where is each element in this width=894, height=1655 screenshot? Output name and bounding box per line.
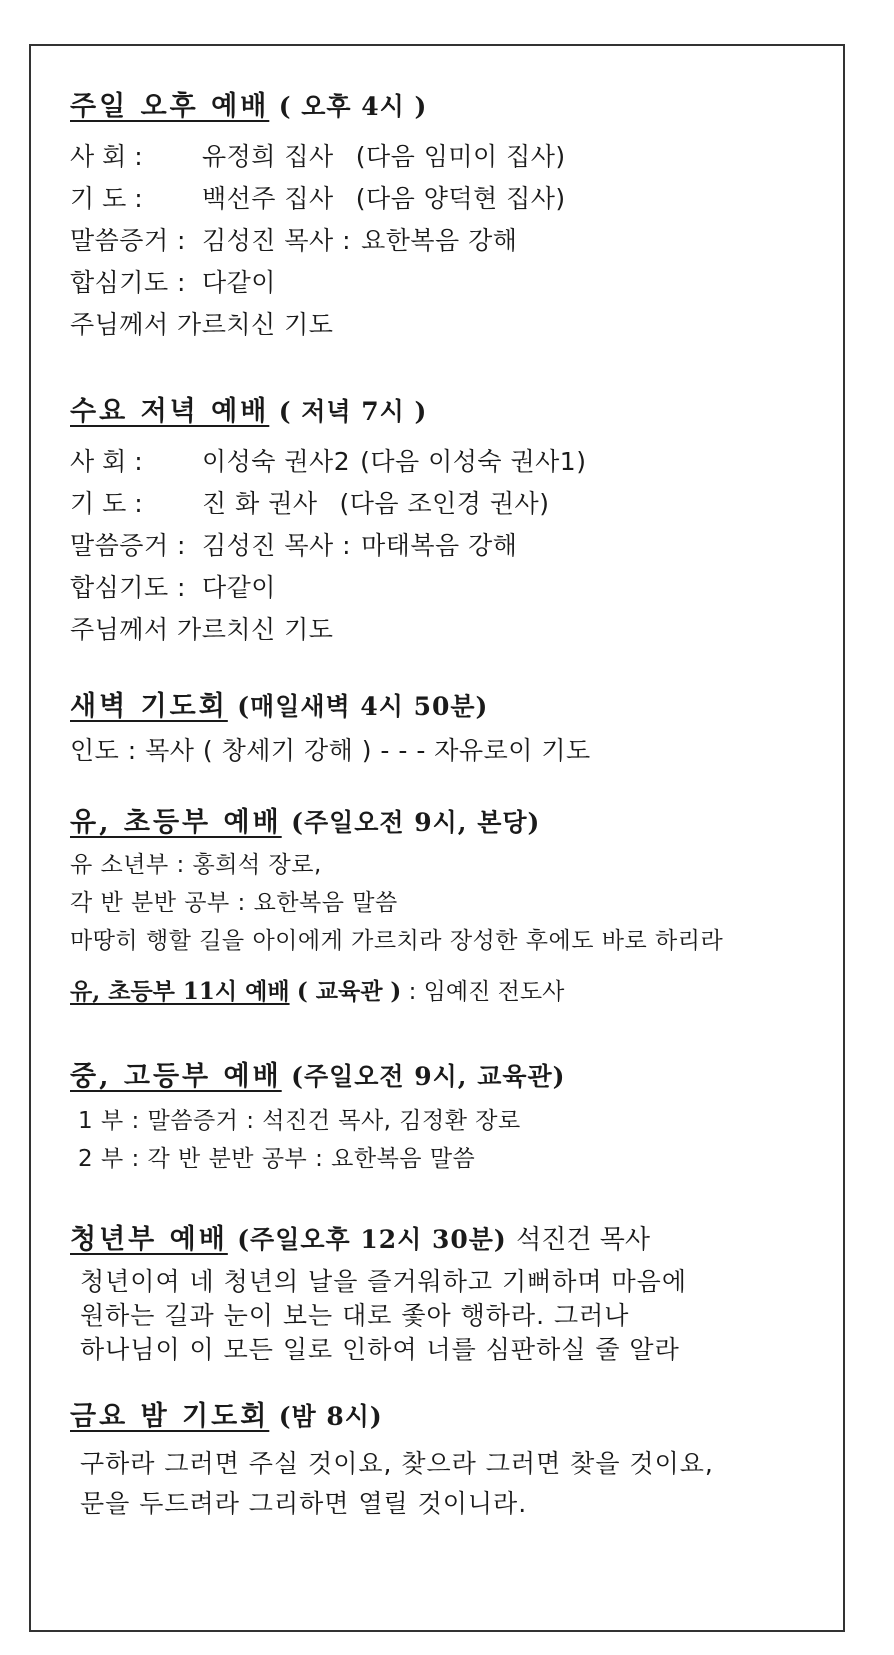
elementary-section	[70, 806, 854, 1012]
elementary-line: 각 반 분반 공부 : 요한복음 말씀	[70, 890, 398, 916]
next-person: (다음 조인경 권사)	[339, 489, 550, 518]
youth-verse-line: 청년이여 네 청년의 날을 즐거워하고 기뻐하며 마음에	[80, 1267, 687, 1296]
service-line	[70, 567, 854, 609]
section-heading	[70, 395, 854, 429]
section-title: 청년부 예배	[70, 1224, 228, 1255]
service-line	[70, 262, 854, 304]
section-title: 중, 고등부 예배	[70, 1061, 282, 1092]
role-label: 말씀증거 :	[70, 226, 186, 255]
closing-prayer: 주님께서 가르치신 기도	[70, 615, 334, 644]
person-name: 김성진 목사 :	[202, 531, 352, 560]
service-line	[70, 441, 854, 483]
role-label: 기 도 :	[70, 184, 143, 213]
youth-leader: 석진건 목사	[516, 1225, 651, 1255]
elementary-11am-heading	[70, 972, 854, 1012]
section-title: 금요 밤 기도회	[70, 1401, 270, 1432]
section-time: (주일오후 12시 30분)	[237, 1225, 507, 1254]
section-time: (매일새벽 4시 50분)	[237, 692, 489, 721]
section-time: (주일오전 9시, 교육관)	[291, 1062, 566, 1091]
section-heading	[70, 806, 854, 840]
service-line	[70, 483, 854, 525]
middle-high-section	[70, 1060, 854, 1178]
youth-verse-line: 하나님이 이 모든 일로 인하여 너를 심판하실 줄 알라	[80, 1335, 680, 1364]
person-name: 다같이	[202, 268, 276, 297]
person-name: 다같이	[202, 573, 276, 602]
person-name: 유정희 집사	[202, 142, 334, 171]
section-heading	[70, 690, 854, 724]
section-title: 새벽 기도회	[70, 691, 228, 722]
person-name: 진 화 권사	[202, 489, 318, 518]
section-time: ( 오후 4시 )	[278, 92, 428, 121]
section-time: ( 저녁 7시 )	[278, 397, 428, 426]
dawn-prayer-section	[70, 690, 854, 772]
role-label: 기 도 :	[70, 489, 143, 518]
person-name: 김성진 목사 :	[202, 226, 352, 255]
section-title: 주일 오후 예배	[70, 91, 270, 122]
section-title: 수요 저녁 예배	[70, 396, 270, 427]
youth-section	[70, 1223, 854, 1367]
friday-verse-line: 구하라 그러면 주실 것이요, 찾으라 그러면 찾을 것이요,	[80, 1449, 714, 1478]
elementary-line: 유 소년부 : 홍희석 장로,	[70, 852, 322, 878]
sub-leader: : 임예진 전도사	[408, 979, 565, 1005]
sub-title: 유, 초등부 11시 예배	[70, 978, 290, 1005]
elementary-verse: 마땅히 행할 길을 아이에게 가르치라 장성한 후에도 바로 하리라	[70, 928, 724, 954]
role-label: 사 회 :	[70, 142, 143, 171]
session-line: 1 부 : 말씀증거 : 석진건 목사, 김정환 장로	[78, 1108, 521, 1134]
service-line	[70, 136, 854, 178]
sunday-afternoon-section	[70, 90, 854, 346]
section-heading	[70, 1223, 854, 1257]
section-time: (밤 8시)	[278, 1402, 383, 1431]
closing-prayer: 주님께서 가르치신 기도	[70, 310, 334, 339]
section-time: (주일오전 9시, 본당)	[291, 808, 541, 837]
dawn-leader-line: 인도 : 목사 ( 창세기 강해 ) - - - 자유로이 기도	[70, 736, 591, 765]
person-name: 백선주 집사	[202, 184, 334, 213]
next-person: (다음 이성숙 권사1)	[360, 447, 587, 476]
service-line	[70, 178, 854, 220]
youth-verse-line: 원하는 길과 눈이 보는 대로 좇아 행하라. 그러나	[80, 1301, 630, 1330]
section-heading	[70, 1400, 854, 1434]
service-line	[70, 220, 854, 262]
sermon-topic: 마태복음 강해	[361, 531, 518, 560]
friday-verse-line: 문을 두드려라 그리하면 열릴 것이니라.	[80, 1489, 528, 1518]
person-name: 이성숙 권사2	[202, 447, 351, 476]
section-heading	[70, 90, 854, 124]
section-heading	[70, 1060, 854, 1094]
next-person: (다음 임미이 집사)	[355, 142, 566, 171]
section-title: 유, 초등부 예배	[70, 807, 282, 838]
role-label: 합심기도 :	[70, 268, 186, 297]
role-label: 사 회 :	[70, 447, 143, 476]
service-line	[70, 525, 854, 567]
role-label: 말씀증거 :	[70, 531, 186, 560]
sermon-topic: 요한복음 강해	[361, 226, 518, 255]
session-line: 2 부 : 각 반 분반 공부 : 요한복음 말씀	[78, 1146, 476, 1172]
sub-place: ( 교육관 )	[296, 978, 402, 1005]
next-person: (다음 양덕현 집사)	[355, 184, 566, 213]
friday-night-section	[70, 1400, 854, 1524]
wednesday-evening-section	[70, 395, 854, 651]
role-label: 합심기도 :	[70, 573, 186, 602]
